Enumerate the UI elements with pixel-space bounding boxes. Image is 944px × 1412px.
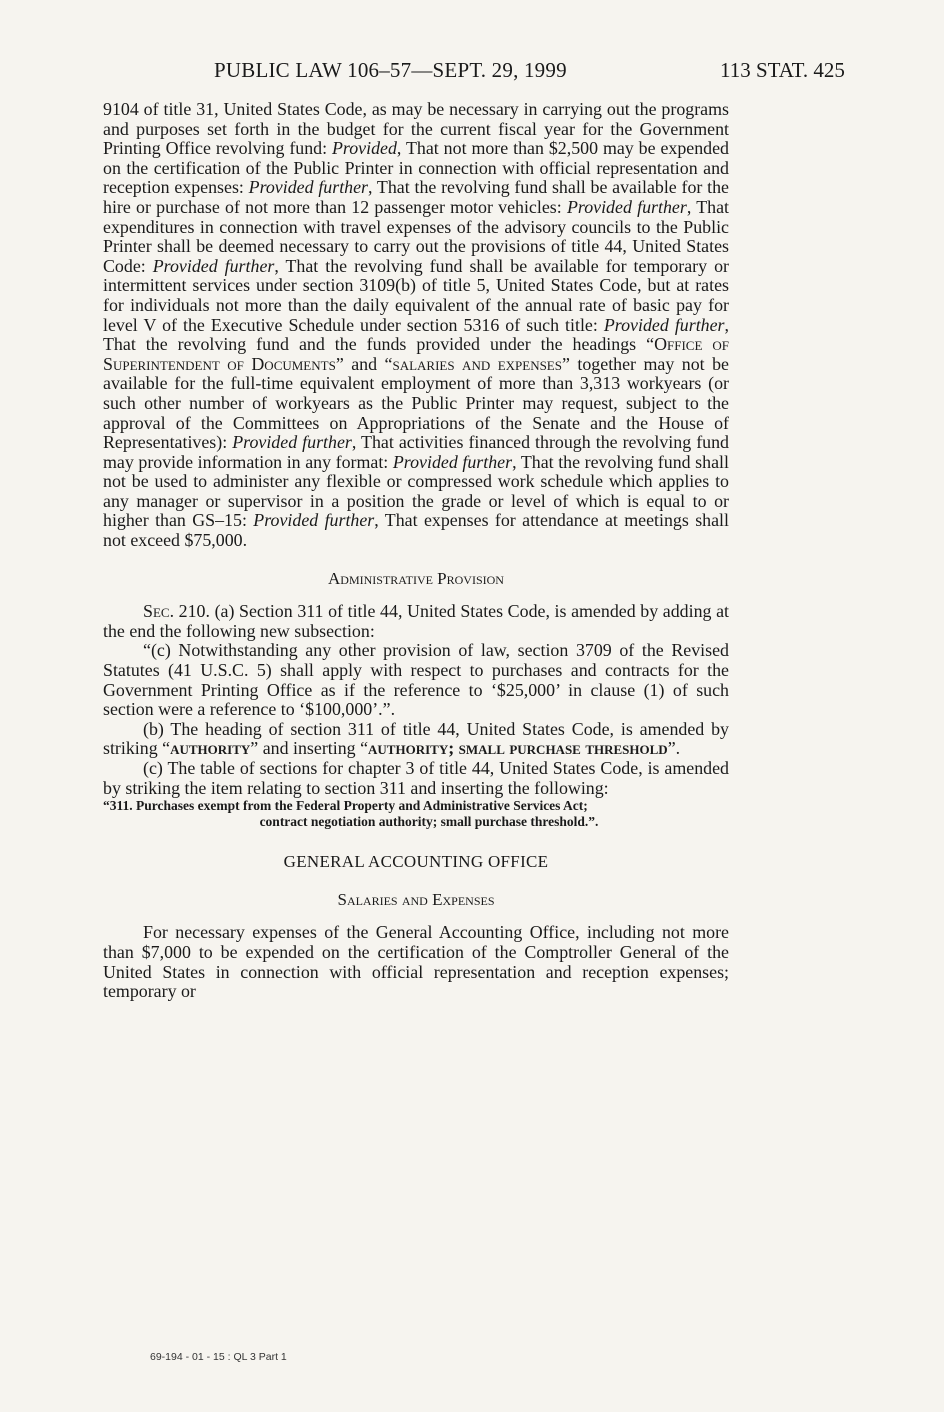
gao-paragraph: For necessary expenses of the General Accounting Office, including not more than $7,000 to be expended on the certification of the Comptroller General of the United States in connection with official representation and reception expenses; temporary or <box>103 922 729 1002</box>
section-210-c: (c) The table of sections for chapter 3 of title 44, United States Code, is amended by striking the item relating to section 311 and inserting the following: <box>103 758 729 798</box>
running-header-title: PUBLIC LAW 106–57—SEPT. 29, 1999 <box>214 58 567 82</box>
table-of-sections-entry: “311. Purchases exempt from the Federal Property and Administrative Services Act; contract negotiation authority; small purchase threshold.”. <box>103 798 599 830</box>
section-210-b: (b) The heading of section 311 of title 44, United States Code, is amended by striking “authority” and inserting “authority; small purchase threshold”. <box>103 718 729 759</box>
heading-administrative-provision: Administrative Provision <box>328 568 504 588</box>
section-210-quoted-subsection: “(c) Notwithstanding any other provision of law, section 3709 of the Revised Statutes (41 U.S.C. 5) shall apply with respect to purchases and contracts for the Government Printing Office as if the reference to ‘$25,000’ in clause (1) of such section were a reference to ‘$100,000’.”. <box>103 640 729 720</box>
heading-general-accounting-office: GENERAL ACCOUNTING OFFICE <box>283 852 549 872</box>
heading-salaries-and-expenses: Salaries and Expenses <box>337 889 495 909</box>
print-job-footer: 69-194 - 01 - 15 : QL 3 Part 1 <box>150 1351 287 1363</box>
document-body <box>103 100 729 1002</box>
gpo-revolving-fund-paragraph: 9104 of title 31, United States Code, as may be necessary in carrying out the programs and purposes set forth in the budget for the current fiscal year for the Government Printing Office revolving fund: Provided, That not more than $2,500 may be expended on the certification of the Public Printer in connection with official representation and reception expenses: Provided further, That the revolving fund shall be available for the hire or purchase of not more than 12 passenger motor vehicles: Provided further, That expenditures in connection with travel expenses of the advisory councils to the Public Printer shall be deemed necessary to carry out the provisions of title 44, United States Code: Provided further, That the revolving fund shall be available for temporary or intermittent services under section 3109(b) of title 5, United States Code, but at rates for individuals not more than the daily equivalent of the annual rate of basic pay for level V of the Executive Schedule under section 5316 of such title: Provided further, That the revolving fund and the funds provided under the headings “Office of Superintendent of Documents” and “salaries and expenses” together may not be available for the full-time equivalent employment of more than 3,313 workyears (or such other number of workyears as the Public Printer may request, subject to the approval of the Committees on Appropriations of the Senate and the House of Representatives): Provided further, That activities financed through the revolving fund may provide information in any format: Provided further, That the revolving fund shall not be used to administer any flexible or compressed work schedule which applies to any manager or supervisor in a position the grade or level of which is equal to or higher than GS–15: Provided further, That expenses for attendance at meetings shall not exceed $75,000. <box>103 99 729 551</box>
section-210-a: Sec. 210. (a) Section 311 of title 44, United States Code, is amended by adding at the end the following new subsection: <box>103 601 729 641</box>
statute-page-number: 113 STAT. 425 <box>720 58 845 82</box>
